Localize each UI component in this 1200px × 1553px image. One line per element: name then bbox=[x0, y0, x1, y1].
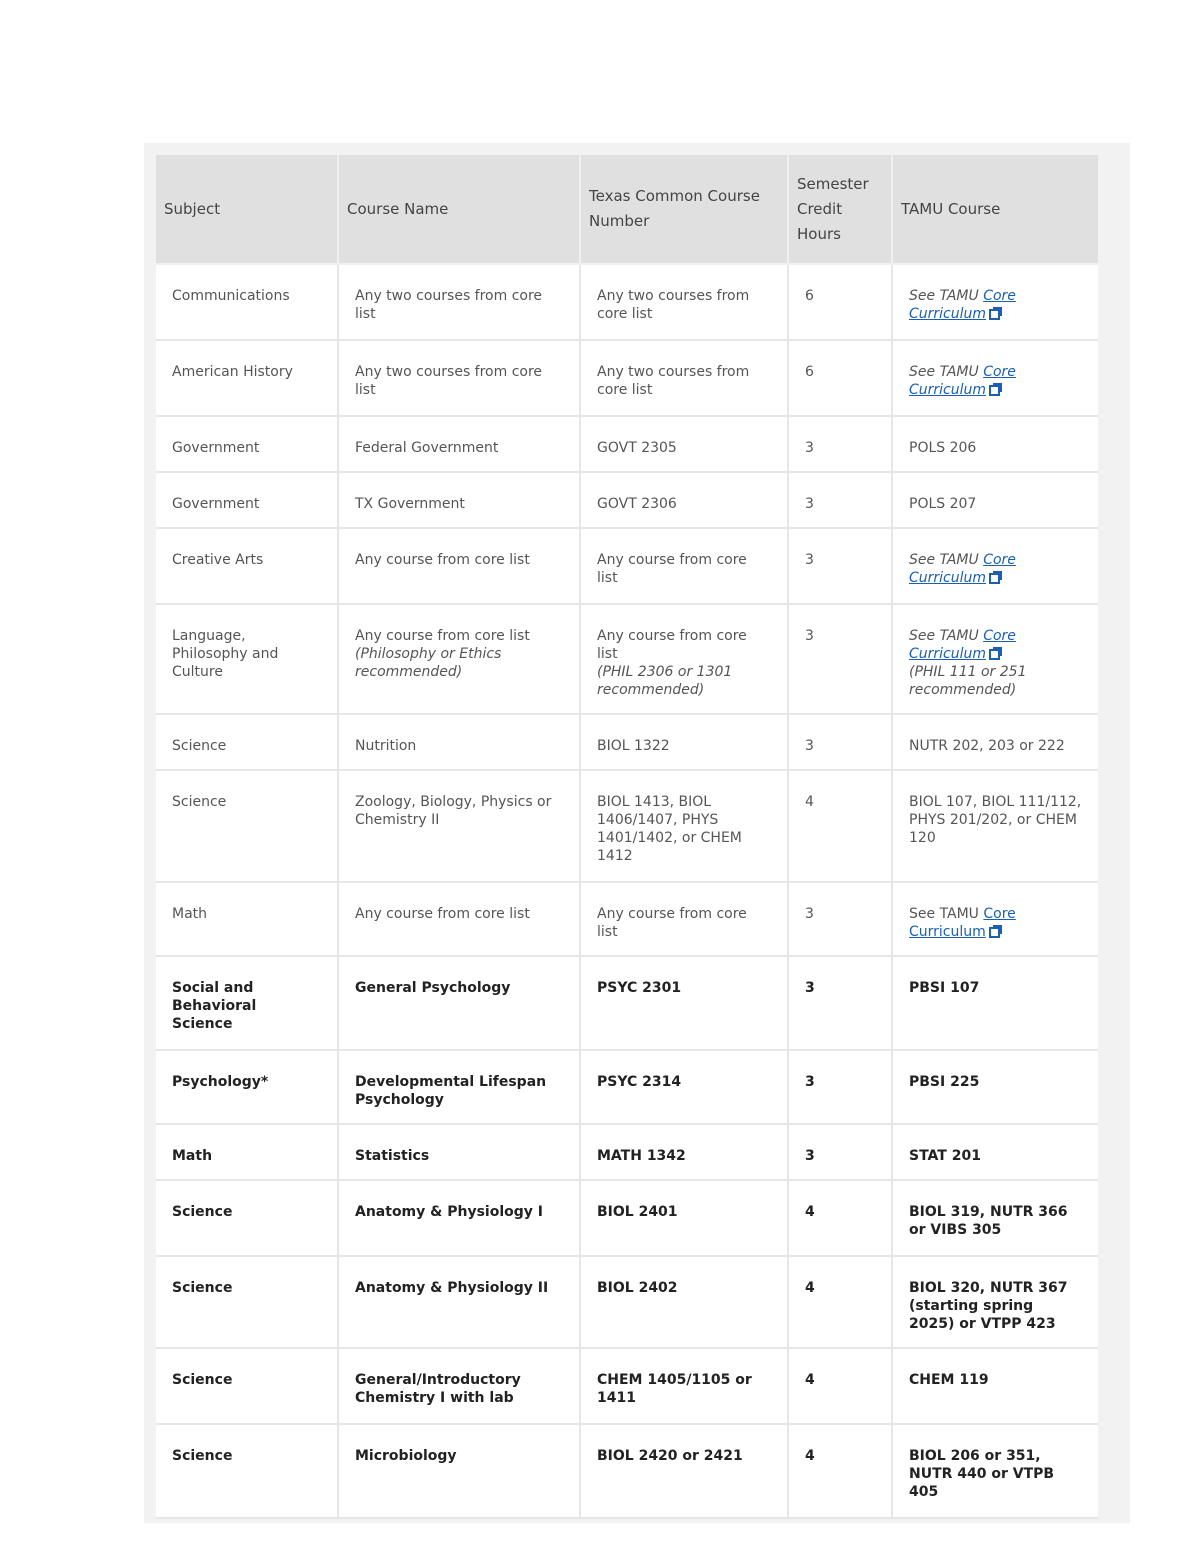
cell-tamu-course bbox=[893, 265, 1098, 341]
cell-subject: Math bbox=[156, 1125, 339, 1181]
core-link-prefix: See TAMU bbox=[909, 628, 984, 644]
core-curriculum-link[interactable]: Core Curriculum bbox=[909, 906, 1016, 940]
cell-tccn: Any two courses from core list bbox=[581, 265, 789, 341]
cell-tccn: BIOL 1413, BIOL 1406/1407, PHYS 1401/1402, or CHEM 1412 bbox=[581, 771, 789, 883]
cell-tccn: Any two courses from core list bbox=[581, 341, 789, 417]
cell-subject: Science bbox=[156, 715, 339, 771]
cell-course-name: Any two courses from core list bbox=[339, 265, 581, 341]
cell-tamu-course: CHEM 119 bbox=[893, 1349, 1098, 1425]
core-link-prefix: See TAMU bbox=[909, 552, 984, 568]
cell-subject: Government bbox=[156, 473, 339, 529]
cell-course-name: Any course from core list bbox=[339, 529, 581, 605]
cell-credit-hours: 3 bbox=[789, 529, 893, 605]
cell-subject: Communications bbox=[156, 265, 339, 341]
cell-tccn: BIOL 2402 bbox=[581, 1257, 789, 1349]
cell-tccn: MATH 1342 bbox=[581, 1125, 789, 1181]
cell-credit-hours: 4 bbox=[789, 1349, 893, 1425]
cell-credit-hours: 4 bbox=[789, 1425, 893, 1519]
header-subject: Subject bbox=[156, 155, 339, 265]
cell-tccn: CHEM 1405/1105 or 1411 bbox=[581, 1349, 789, 1425]
cell-tamu-course bbox=[893, 341, 1098, 417]
cell-course-name: General Psychology bbox=[339, 957, 581, 1051]
cell-subject: Science bbox=[156, 1181, 339, 1257]
cell-tamu-course: PBSI 225 bbox=[893, 1051, 1098, 1125]
cell-credit-hours: 3 bbox=[789, 417, 893, 473]
header-credit-hours: Semester Credit Hours bbox=[789, 155, 893, 265]
tamu-note: (PHIL 111 or 251 recommended) bbox=[909, 664, 1027, 698]
cell-credit-hours: 3 bbox=[789, 605, 893, 715]
cell-tamu-course bbox=[893, 883, 1098, 957]
core-curriculum-link[interactable]: Core Curriculum bbox=[909, 364, 1016, 398]
cell-credit-hours: 4 bbox=[789, 1181, 893, 1257]
cell-tamu-course: POLS 206 bbox=[893, 417, 1098, 473]
course-table bbox=[156, 155, 1098, 1519]
cell-tamu-course: PBSI 107 bbox=[893, 957, 1098, 1051]
cell-tccn: BIOL 2401 bbox=[581, 1181, 789, 1257]
cell-credit-hours: 4 bbox=[789, 1257, 893, 1349]
cell-course-name: General/Introductory Chemistry I with lab bbox=[339, 1349, 581, 1425]
external-link-icon bbox=[989, 573, 1000, 584]
cell-subject: Science bbox=[156, 1257, 339, 1349]
cell-subject: Social and Behavioral Science bbox=[156, 957, 339, 1051]
cell-credit-hours: 3 bbox=[789, 883, 893, 957]
cell-subject: Science bbox=[156, 1425, 339, 1519]
cell-tamu-course: BIOL 206 or 351, NUTR 440 or VTPB 405 bbox=[893, 1425, 1098, 1519]
external-link-icon bbox=[989, 927, 1000, 938]
cell-tccn: GOVT 2305 bbox=[581, 417, 789, 473]
cell-tamu-course: POLS 207 bbox=[893, 473, 1098, 529]
cell-course-name: Anatomy & Physiology I bbox=[339, 1181, 581, 1257]
core-link-prefix: See TAMU bbox=[909, 906, 984, 922]
header-course-name: Course Name bbox=[339, 155, 581, 265]
course-note: (Philosophy or Ethics recommended) bbox=[355, 646, 502, 680]
cell-tamu-course: BIOL 320, NUTR 367 (starting spring 2025) or VTPP 423 bbox=[893, 1257, 1098, 1349]
cell-course-name: Zoology, Biology, Physics or Chemistry II bbox=[339, 771, 581, 883]
core-link-prefix: See TAMU bbox=[909, 364, 984, 380]
cell-tamu-course: NUTR 202, 203 or 222 bbox=[893, 715, 1098, 771]
cell-tamu-course bbox=[893, 605, 1098, 715]
cell-course-name: Developmental Lifespan Psychology bbox=[339, 1051, 581, 1125]
cell-course-name: Any course from core list (Philosophy or Ethics recommended) bbox=[339, 605, 581, 715]
cell-credit-hours: 3 bbox=[789, 1051, 893, 1125]
cell-tccn: BIOL 1322 bbox=[581, 715, 789, 771]
cell-course-name: TX Government bbox=[339, 473, 581, 529]
cell-subject: Creative Arts bbox=[156, 529, 339, 605]
cell-course-name: Nutrition bbox=[339, 715, 581, 771]
cell-course-name: Any two courses from core list bbox=[339, 341, 581, 417]
cell-credit-hours: 6 bbox=[789, 341, 893, 417]
cell-subject: Science bbox=[156, 771, 339, 883]
cell-subject: American History bbox=[156, 341, 339, 417]
core-curriculum-link[interactable]: Core Curriculum bbox=[909, 628, 1016, 662]
cell-course-name: Federal Government bbox=[339, 417, 581, 473]
cell-subject: Math bbox=[156, 883, 339, 957]
external-link-icon bbox=[989, 309, 1000, 320]
cell-tccn: BIOL 2420 or 2421 bbox=[581, 1425, 789, 1519]
header-tccn: Texas Common Course Number bbox=[581, 155, 789, 265]
cell-credit-hours: 3 bbox=[789, 473, 893, 529]
cell-subject: Government bbox=[156, 417, 339, 473]
cell-course-name: Anatomy & Physiology II bbox=[339, 1257, 581, 1349]
cell-tccn: GOVT 2306 bbox=[581, 473, 789, 529]
cell-credit-hours: 3 bbox=[789, 715, 893, 771]
cell-course-name: Statistics bbox=[339, 1125, 581, 1181]
cell-course-name: Any course from core list bbox=[339, 883, 581, 957]
cell-credit-hours: 6 bbox=[789, 265, 893, 341]
cell-credit-hours: 4 bbox=[789, 771, 893, 883]
cell-tamu-course bbox=[893, 529, 1098, 605]
cell-course-name: Microbiology bbox=[339, 1425, 581, 1519]
cell-tamu-course: BIOL 107, BIOL 111/112, PHYS 201/202, or CHEM 120 bbox=[893, 771, 1098, 883]
cell-tccn: Any course from core list (PHIL 2306 or 1301 recommended) bbox=[581, 605, 789, 715]
cell-tccn: PSYC 2301 bbox=[581, 957, 789, 1051]
tccn-note: (PHIL 2306 or 1301 recommended) bbox=[597, 664, 733, 698]
core-link-prefix: See TAMU bbox=[909, 288, 984, 304]
cell-credit-hours: 3 bbox=[789, 957, 893, 1051]
cell-tccn: PSYC 2314 bbox=[581, 1051, 789, 1125]
cell-subject: Psychology* bbox=[156, 1051, 339, 1125]
core-curriculum-link[interactable]: Core Curriculum bbox=[909, 288, 1016, 322]
cell-tamu-course: BIOL 319, NUTR 366 or VIBS 305 bbox=[893, 1181, 1098, 1257]
header-tamu-course: TAMU Course bbox=[893, 155, 1098, 265]
table-panel bbox=[144, 143, 1130, 1523]
external-link-icon bbox=[989, 649, 1000, 660]
cell-tamu-course: STAT 201 bbox=[893, 1125, 1098, 1181]
cell-subject: Language, Philosophy and Culture bbox=[156, 605, 339, 715]
cell-subject: Science bbox=[156, 1349, 339, 1425]
cell-credit-hours: 3 bbox=[789, 1125, 893, 1181]
core-curriculum-link[interactable]: Core Curriculum bbox=[909, 552, 1016, 586]
external-link-icon bbox=[989, 385, 1000, 396]
cell-tccn: Any course from core list bbox=[581, 883, 789, 957]
cell-tccn: Any course from core list bbox=[581, 529, 789, 605]
